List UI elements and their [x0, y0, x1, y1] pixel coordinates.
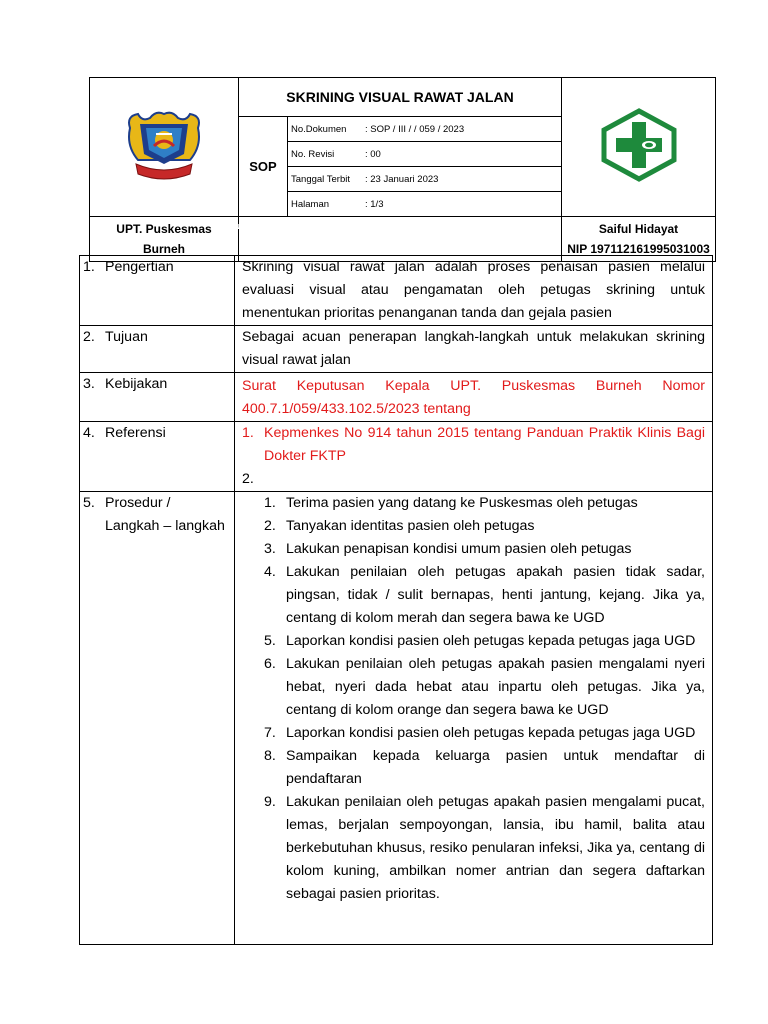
meta-value: : SOP / III / / 059 / 2023	[365, 123, 465, 135]
step-number: 5.	[264, 633, 276, 649]
section-label: Referensi	[105, 425, 166, 441]
step-number: 4.	[264, 564, 276, 580]
procedure-step	[260, 653, 705, 722]
referensi-list	[242, 422, 705, 491]
sop-content-table	[79, 255, 713, 945]
meta-value: : 23 Januari 2023	[365, 173, 439, 185]
procedure-step	[260, 492, 705, 515]
sop-header-table	[89, 77, 716, 262]
section-row-prosedur	[80, 492, 713, 945]
section-number: 4.	[83, 425, 95, 441]
organization-name-line2: Burneh	[143, 242, 185, 256]
procedure-step	[260, 561, 705, 630]
pengertian-text: Skrining visual rawat jalan adalah proses penaisan pasien melalui evaluasi visual atau pengamatan oleh petugas skrining untuk menentukan prioritas penanganan tanda dan gejala pasien	[235, 256, 713, 326]
step-text: Terima pasien yang datang ke Puskesmas oleh petugas	[286, 495, 638, 511]
section-row-referensi	[80, 422, 713, 492]
list-item	[242, 422, 705, 468]
section-row-kebijakan	[80, 373, 713, 422]
meta-key: No.Dokumen	[291, 123, 347, 135]
section-label: Tujuan	[105, 329, 148, 345]
list-item	[242, 468, 705, 491]
bangkalan-emblem-icon	[124, 106, 204, 184]
procedure-step	[260, 630, 705, 653]
sop-label: SOP	[239, 117, 288, 217]
step-text: Lakukan penilaian oleh petugas apakah pasien mengalami nyeri hebat, nyeri dada hebat atau inpartu oleh petugas. Jika ya, centang di kolom orange dan segera bawa ke UGD	[286, 656, 705, 718]
procedure-step	[260, 745, 705, 791]
step-number: 1.	[264, 495, 276, 511]
section-label-cell	[80, 373, 235, 422]
section-label-cell	[80, 256, 235, 326]
section-row-tujuan	[80, 326, 713, 373]
signer-nip: NIP 197112161995031003	[567, 242, 710, 256]
section-number: 1.	[83, 259, 95, 275]
step-number: 9.	[264, 794, 276, 810]
list-item-number: 2.	[242, 471, 254, 487]
step-number: 6.	[264, 656, 276, 672]
organization-name-line1: UPT. Puskesmas	[116, 222, 212, 236]
tujuan-text: Sebagai acuan penerapan langkah-langkah untuk melakukan skrining visual rawat jalan	[235, 326, 713, 373]
kebijakan-text: Surat Keputusan Kepala UPT. Puskesmas Burneh Nomor 400.7.1/059/433.102.5/2023 tentang	[235, 373, 713, 422]
section-label-cell	[80, 492, 235, 945]
procedure-step	[260, 515, 705, 538]
step-number: 7.	[264, 725, 276, 741]
step-number: 3.	[264, 541, 276, 557]
step-text: Tanyakan identitas pasien oleh petugas	[286, 518, 535, 534]
meta-key: Tanggal Terbit	[291, 173, 350, 185]
list-item-text: Kepmenkes No 914 tahun 2015 tentang Panduan Praktik Klinis Bagi Dokter FKTP	[264, 425, 705, 464]
list-item-number: 1.	[242, 425, 254, 441]
page-title: SKRINING VISUAL RAWAT JALAN	[239, 78, 562, 117]
logo-ribbon-text: BANGKALAN	[223, 223, 274, 231]
section-number: 2.	[83, 329, 95, 345]
step-text: Laporkan kondisi pasien oleh petugas kepada petugas jaga UGD	[286, 725, 696, 741]
step-text: Laporkan kondisi pasien oleh petugas kepada petugas jaga UGD	[286, 633, 696, 649]
meta-key: Halaman	[291, 198, 330, 210]
section-label: Prosedur / Langkah – langkah	[105, 495, 225, 534]
puskesmas-logo-icon	[601, 108, 677, 182]
procedure-step	[260, 791, 705, 906]
step-text: Lakukan penilaian oleh petugas apakah pasien mengalami pucat, lemas, berjalan sempoyongan, lansia, ibu hamil, balita atau berkebutuhan khusus, resiko penularan infeksi, Jika ya, centang di kolom kuning, ambilkan nomer antrian dan segera daftarkan sebagai pasien prioritas.	[286, 794, 705, 902]
section-number: 5.	[83, 495, 95, 511]
section-number: 3.	[83, 376, 95, 392]
step-text: Lakukan penilaian oleh petugas apakah pasien tidak sadar, pingsan, tidak / sulit bernapas, henti jantung, kejang. Jika ya, centang di kolom merah dan segera bawa ke UGD	[286, 564, 705, 626]
section-label: Pengertian	[105, 259, 174, 275]
step-number: 2.	[264, 518, 276, 534]
section-row-pengertian	[80, 256, 713, 326]
meta-row-halaman	[288, 192, 562, 217]
referensi-list-cell	[235, 422, 713, 492]
section-label: Kebijakan	[105, 376, 168, 392]
meta-row-tanggal-terbit	[288, 167, 562, 192]
procedure-step	[260, 722, 705, 745]
meta-row-no-revisi	[288, 142, 562, 167]
prosedur-steps-list	[242, 492, 705, 906]
meta-value: : 1/3	[365, 198, 384, 210]
procedure-step	[260, 538, 705, 561]
meta-row-no-dokumen	[288, 117, 562, 142]
step-number: 8.	[264, 748, 276, 764]
signer-name: Saiful Hidayat	[598, 222, 679, 236]
list-item-text	[264, 471, 268, 487]
meta-key: No. Revisi	[291, 148, 335, 160]
prosedur-list-cell	[235, 492, 713, 945]
section-label-cell	[80, 326, 235, 373]
meta-value: : 00	[365, 148, 381, 160]
step-text: Lakukan penapisan kondisi umum pasien oleh petugas	[286, 541, 632, 557]
puskesmas-logo-cell	[562, 78, 716, 217]
step-text: Sampaikan kepada keluarga pasien untuk mendaftar di pendaftaran	[286, 748, 705, 787]
section-label-cell	[80, 422, 235, 492]
